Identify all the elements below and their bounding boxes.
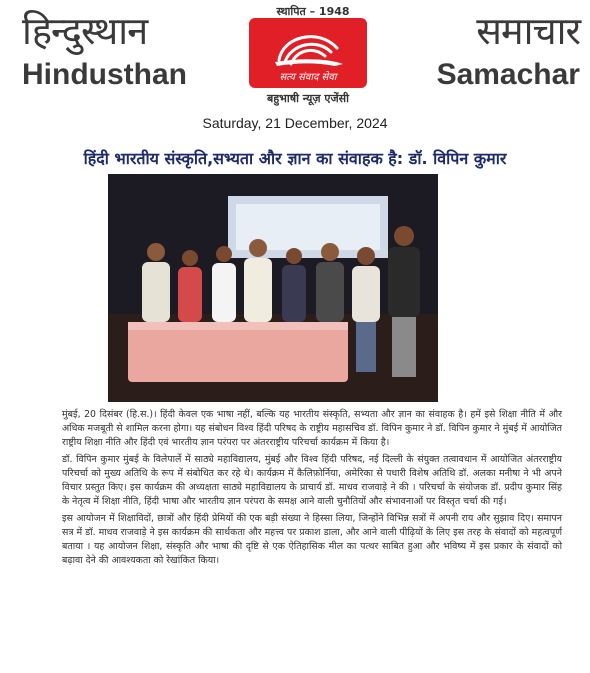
event-photo [108,174,438,402]
article-paragraph: इस आयोजन में शिक्षाविदों, छात्रों और हिंदी प्रेमियों की एक बड़ी संख्या ने हिस्सा लिया, जिन्होंने विभिन्न सत्रों में अपनी राय और सुझाव दिए। समापन सत्र में डॉ. माधव राजवाड़े ने इस कार्यक्रम की सार्थकता और महत्त्व पर प्रकाश डाला, और आने वाली पीढ़ियों के लिए इस तरह के संवादों को महत्वपूर्ण बताया । यह आयोजन शिक्षा, संस्कृति और भाषा की दृष्टि से एक ऐतिहासिक मील का पत्थर साबित हुआ और भविष्य में इस प्रकार के संवादों को बढ़ावा देने की आवश्यकता को रेखांकित किया। [62,513,562,566]
article-headline: हिंदी भारतीय संस्कृति,सभ्यता और ज्ञान का संवाहक है: डॉ. विपिन कुमार [83,149,507,168]
publication-date: Saturday, 21 December, 2024 [202,115,388,131]
masthead-english-left: Hindusthan [22,58,187,91]
masthead-english-right: Samachar [436,58,580,91]
masthead-hindi-left: हिन्दुस्थान [22,9,148,53]
article-body [62,408,562,571]
agency-tagline: बहुभाषी न्यूज़ एजेंसी [267,92,349,105]
masthead-hindi-right: समाचार [476,9,580,53]
agency-logo [249,18,367,88]
event-photo-illustration [108,174,438,402]
logo-motto: सत्य संवाद सेवा [279,72,337,83]
established-year: स्थापित – 1948 [276,5,350,18]
article-paragraph: मुंबई, 20 दिसंबर (हि.स.)। हिंदी केवल एक भाषा नहीं, बल्कि यह भारतीय संस्कृति, सभ्यता और ज्ञान का संवाहक है। हमें इसे शिक्षा नीति में और अधिक मजबूती से शामिल करना होगा। यह संबोधन विश्व हिंदी परिषद के राष्ट्रीय महासचिव डॉ. विपिन कुमार ने डॉ. विपिन कुमार ने मुंबई में आयोजित राष्ट्रीय शिक्षा नीति और हिंदी एवं भारतीय ज्ञान परंपरा पर अंतरराष्ट्रीय परिचर्चा कार्यक्रम में किया है। [62,409,562,448]
article-paragraph: डॉ. विपिन कुमार मुंबई के विलेपार्ले में साठ्ये महाविद्यालय, मुंबई और विश्व हिंदी परिषद, नई दिल्ली के संयुक्त तत्वावधान में आयोजित अंतरराष्ट्रीय परिचर्चा को मुख्य अतिथि के रूप में संबोधित कर रहे थे। कार्यक्रम में कैलिफ़ोर्निया, अमेरिका से पधारी विशेष अतिथि डॉ. अलका मनीषा ने भी अपने विचार प्रस्तुत किए। इस कार्यक्रम की अध्यक्षता साठ्ये महाविद्यालय के प्राचार्य डॉ. माधव राजवाड़े ने की । परिचर्चा के संयोजक डॉ. प्रदीप कुमार सिंह के नेतृत्व में शिक्षा नीति, हिंदी भाषा और भारतीय ज्ञान परंपरा के समक्ष आने वाली चुनौतियों और संभावनाओं पर विस्तृत चर्चा की गई। [62,454,562,507]
